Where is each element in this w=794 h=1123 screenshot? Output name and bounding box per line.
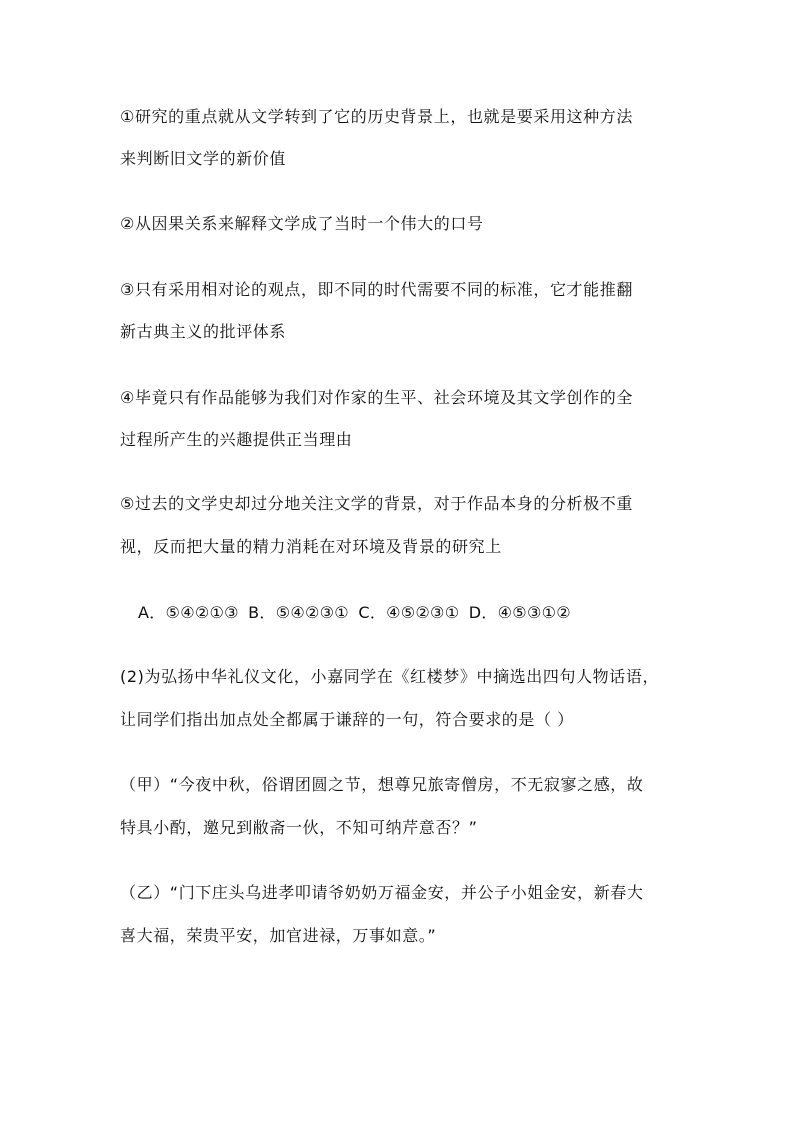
item-1-line-2: 来判断旧文学的新价值 xyxy=(120,149,287,168)
option-a: A．⑤④②①③ xyxy=(138,603,239,622)
item-2-line-1: ②从因果关系来解释文学成了当时一个伟大的口号 xyxy=(120,214,484,233)
quote-jia-line-1: （甲）“今夜中秋，俗谓团圆之节，想尊兄旅寄僧房，不无寂寥之感，故 xyxy=(120,775,644,794)
option-d: D．④⑤③①② xyxy=(468,603,571,622)
item-5-line-1: ⑤过去的文学史却过分地关注文学的背景，对于作品本身的分析极不重 xyxy=(120,494,633,513)
item-4-line-1: ④毕竟只有作品能够为我们对作家的生平、社会环境及其文学创作的全 xyxy=(120,388,633,407)
question-2-line-2: 让同学们指出加点处全都属于谦辞的一句，符合要求的是（ ） xyxy=(120,710,574,729)
item-4-line-2: 过程所产生的兴趣提供正当理由 xyxy=(120,430,353,449)
question-2-line-1: (2)为弘扬中华礼仪文化，小嘉同学在《红楼梦》中摘选出四句人物话语， xyxy=(120,667,660,686)
answer-options xyxy=(138,603,698,623)
item-1-line-1: ①研究的重点就从文学转到了它的历史背景上，也就是要采用这种方法 xyxy=(120,107,633,126)
item-3-line-2: 新古典主义的批评体系 xyxy=(120,322,287,341)
quote-yi-line-1: （乙）“门下庄头乌进孝叩请爷奶奶万福金安，并公子小姐金安，新春大 xyxy=(120,883,644,902)
item-5-line-2: 视，反而把大量的精力消耗在对环境及背景的研究上 xyxy=(120,537,502,556)
option-c: C．④⑤②③① xyxy=(358,603,460,622)
quote-yi-line-2: 喜大福，荣贵平安，加官进禄，万事如意。” xyxy=(120,926,437,945)
quote-jia-line-2: 特具小酌，邀兄到敝斋一伙，不知可纳芹意否？” xyxy=(120,818,478,837)
item-3-line-1: ③只有采用相对论的观点，即不同的时代需要不同的标准，它才能推翻 xyxy=(120,280,633,299)
option-b: B．⑤④②③① xyxy=(248,603,349,622)
